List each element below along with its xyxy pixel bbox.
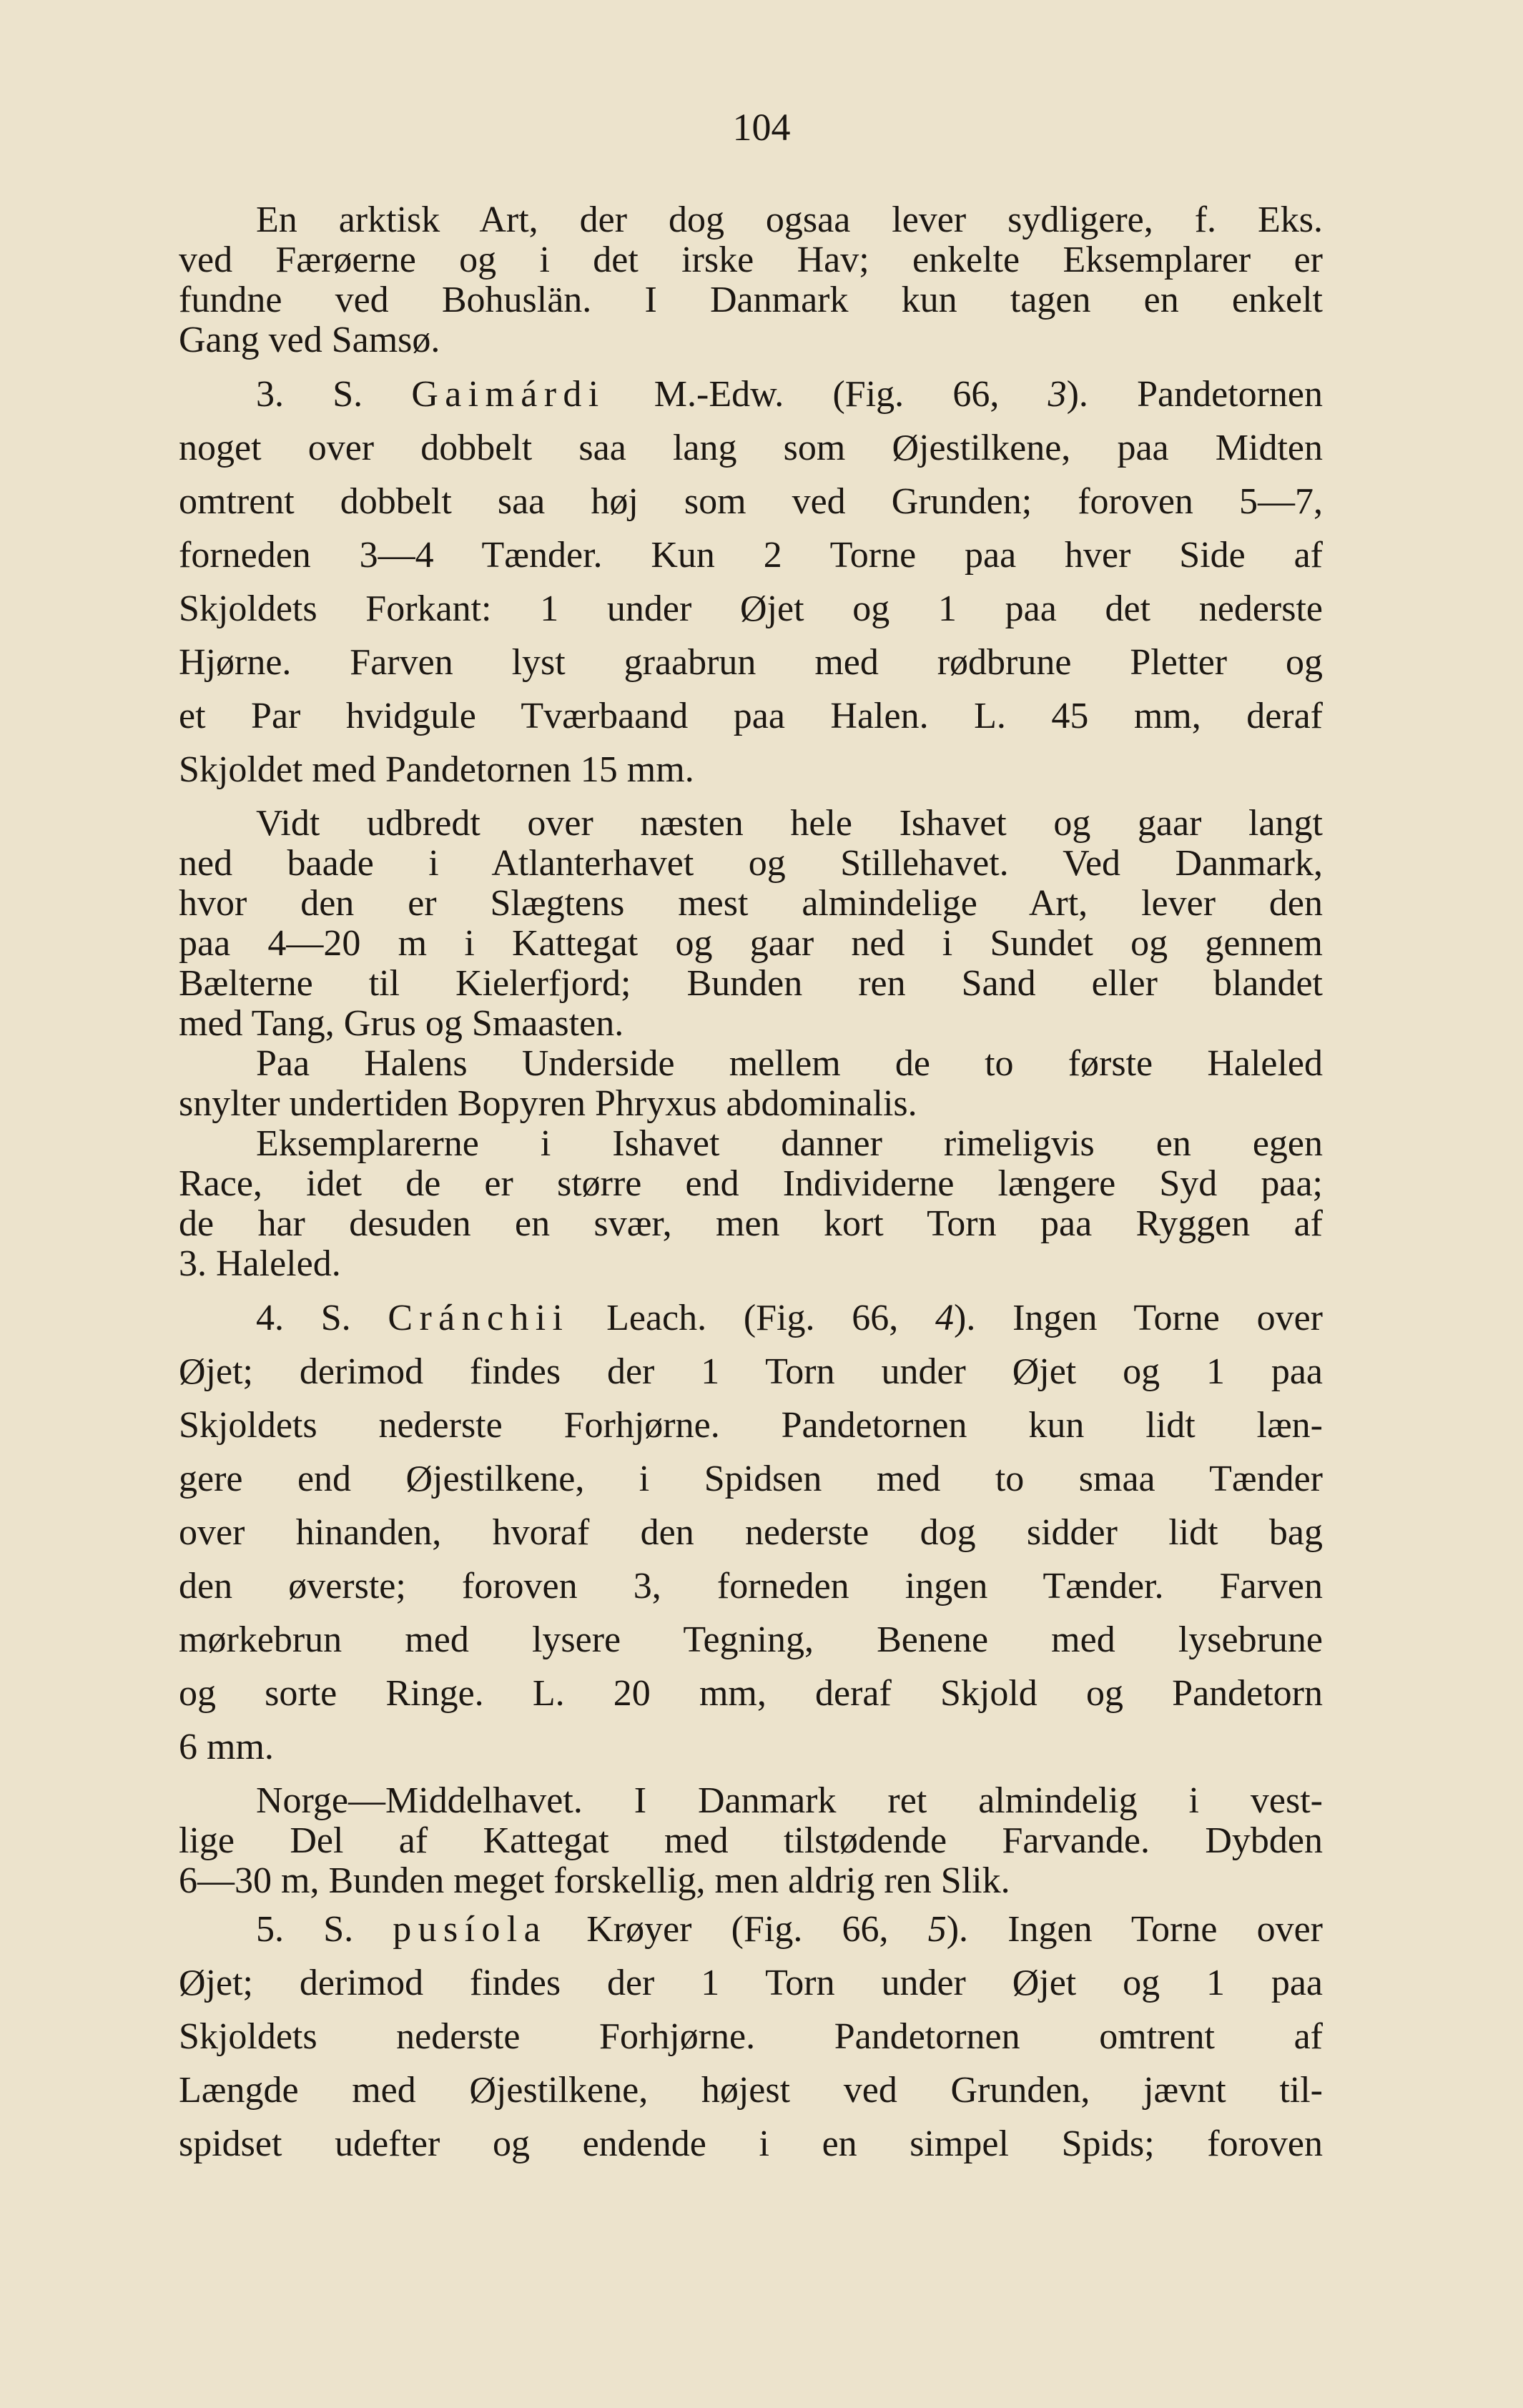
- text-line: omtrent dobbelt saa høj som ved Grunden; foroven 5—7,: [179, 481, 1323, 522]
- text-line: ned baade i Atlanterhavet og Stillehavet. Ved Danmark,: [179, 843, 1323, 884]
- text-line: Skjoldets nederste Forhjørne. Pandetornen omtrent af: [179, 2016, 1323, 2057]
- text-line: Skjoldet med Pandetornen 15 mm.: [179, 749, 694, 790]
- text-line: Længde med Øjestilkene, højest ved Grunden, jævnt til-: [179, 2070, 1323, 2111]
- paragraph-norway-range: [179, 1781, 1323, 1901]
- text-line: Paa Halens Underside mellem de to første Haleled: [256, 1043, 1323, 1084]
- text-line: Bælterne til Kielerfjord; Bunden ren Sand eller blandet: [179, 963, 1323, 1004]
- text-line: de har desuden en svær, men kort Torn paa Ryggen af: [179, 1203, 1323, 1244]
- species-heading-line: [179, 1903, 1323, 1956]
- text-line: Gang ved Samsø.: [179, 320, 440, 360]
- species-number: 4. S.: [256, 1298, 351, 1338]
- text-line: den øverste; foroven 3, forneden ingen Tænder. Farven: [179, 1566, 1323, 1607]
- paragraph-parasite: [179, 1044, 1323, 1124]
- species-name: Cránchii: [388, 1298, 570, 1338]
- species-name: pusíola: [393, 1909, 548, 1950]
- text-line: 6—30 m, Bunden meget forskellig, men aldrig ren Slik.: [179, 1860, 1010, 1901]
- text-line: snylter undertiden Bopyren Phryxus abdominalis.: [179, 1083, 917, 1124]
- species-entry-gaimardi: [179, 367, 1323, 796]
- heading-tail: ). Ingen Torne over: [954, 1298, 1323, 1338]
- text-line: paa 4—20 m i Kattegat og gaar ned i Sundet og gennem: [179, 923, 1323, 964]
- text-line: Vidt udbredt over næsten hele Ishavet og gaar langt: [256, 803, 1323, 844]
- text-line: 3. Haleled.: [179, 1243, 341, 1284]
- text-line: Øjet; derimod findes der 1 Torn under Øjet og 1 paa: [179, 1351, 1323, 1392]
- text-line: spidset udefter og endende i en simpel Spids; foroven: [179, 2123, 1323, 2164]
- figure-ref: 3: [1048, 374, 1067, 415]
- text-line: noget over dobbelt saa lang som Øjestilkene, paa Midten: [179, 428, 1323, 468]
- figure-ref: 5: [927, 1909, 947, 1950]
- text-line: gere end Øjestilkene, i Spidsen med to smaa Tænder: [179, 1459, 1323, 1499]
- heading-tail: ). Ingen Torne over: [946, 1909, 1323, 1950]
- page-number: 104: [732, 106, 791, 149]
- text-line: hvor den er Slægtens mest almindelige Art, lever den: [179, 883, 1323, 924]
- species-heading-line: [179, 1291, 1323, 1345]
- text-line: med Tang, Grus og Smaasten.: [179, 1003, 624, 1044]
- text-line: fundne ved Bohuslän. I Danmark kun tagen en enkelt: [179, 280, 1323, 320]
- text-line: og sorte Ringe. L. 20 mm, deraf Skjold og Pandetorn: [179, 1673, 1323, 1714]
- text-line: Eksemplarerne i Ishavet danner rimeligvis en egen: [256, 1123, 1323, 1164]
- text-line: En arktisk Art, der dog ogsaa lever sydligere, f. Eks.: [256, 199, 1323, 240]
- species-number: 3. S.: [256, 374, 363, 415]
- text-line: over hinanden, hvoraf den nederste dog sidder lidt bag: [179, 1512, 1323, 1553]
- text-line: 6 mm.: [179, 1727, 274, 1767]
- text-line: ved Færøerne og i det irske Hav; enkelte Eksemplarer er: [179, 240, 1323, 280]
- species-heading-line: [179, 367, 1323, 421]
- species-number: 5. S.: [256, 1909, 354, 1950]
- text-line: Skjoldets nederste Forhjørne. Pandetornen kun lidt læn-: [179, 1405, 1323, 1446]
- paragraph-distribution: [179, 804, 1323, 1044]
- species-entry-cranchii: [179, 1291, 1323, 1774]
- text-line: mørkebrun med lysere Tegning, Benene med lysebrune: [179, 1619, 1323, 1660]
- species-author: M.-Edw. (Fig. 66,: [654, 374, 1000, 415]
- text-line: Skjoldets Forkant: 1 under Øjet og 1 paa det nederste: [179, 588, 1323, 629]
- text-line: forneden 3—4 Tænder. Kun 2 Torne paa hver Side af: [179, 535, 1323, 576]
- text-line: Norge—Middelhavet. I Danmark ret almindelig i vest-: [256, 1780, 1323, 1821]
- text-line: Øjet; derimod findes der 1 Torn under Øjet og 1 paa: [179, 1963, 1323, 2003]
- body-text: [179, 200, 1323, 2171]
- species-name: Gaimárdi: [411, 374, 606, 415]
- text-line: lige Del af Kattegat med tilstødende Farvande. Dybden: [179, 1820, 1323, 1861]
- paragraph-arctic-range: [179, 200, 1323, 360]
- paragraph-race: [179, 1124, 1323, 1284]
- species-author: Krøyer (Fig. 66,: [586, 1909, 889, 1950]
- text-line: Race, idet de er større end Individerne længere Syd paa;: [179, 1163, 1323, 1204]
- figure-ref: 4: [935, 1298, 955, 1338]
- text-line: et Par hvidgule Tværbaand paa Halen. L. 45 mm, deraf: [179, 696, 1323, 736]
- species-entry-pusiola: [179, 1903, 1323, 2171]
- species-author: Leach. (Fig. 66,: [606, 1298, 899, 1338]
- text-line: Hjørne. Farven lyst graabrun med rødbrune Pletter og: [179, 642, 1323, 683]
- heading-tail: ). Pandetornen: [1066, 374, 1324, 415]
